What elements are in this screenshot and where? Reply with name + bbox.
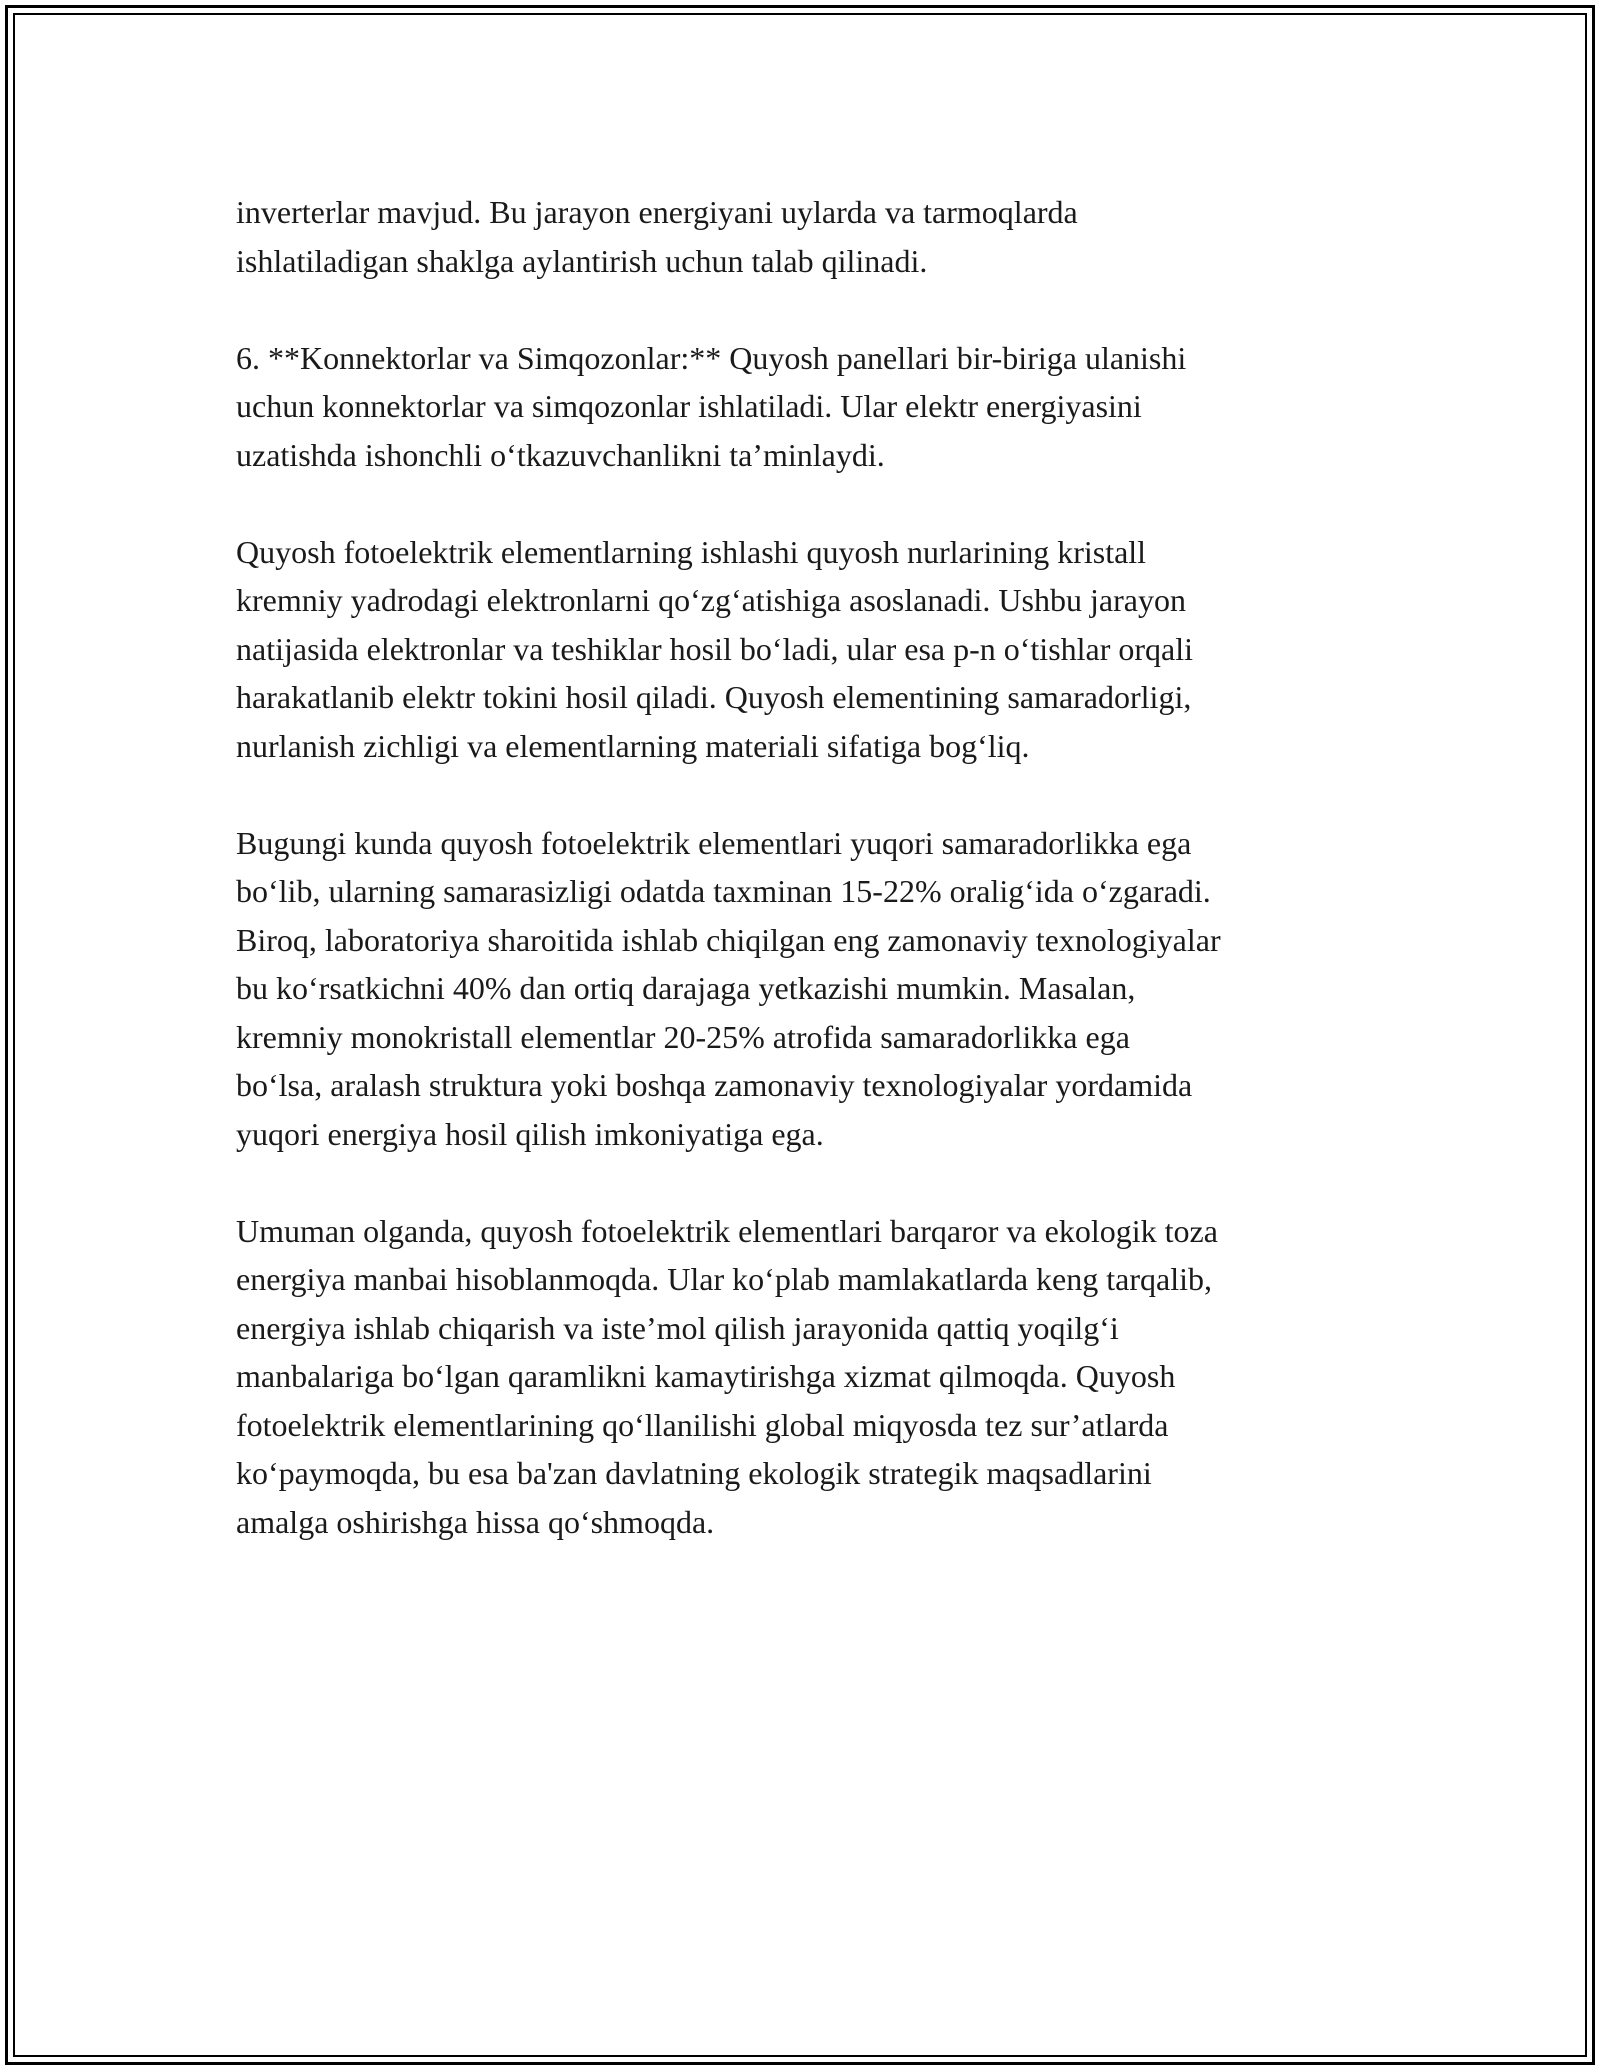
paragraph-working-principle: Quyosh fotoelektrik elementlarning ishlashi quyosh nurlarining kristall kremniy yadrodagi elektronlarni qo‘zg‘atishiga asoslanadi. Ushbu jarayon natijasida elektronlar va teshiklar hosil bo‘ladi, ular esa p-n o‘tishlar orqali harakatlanib elektr tokini hosil qiladi. Quyosh elementining samaradorligi, nurlanish zichligi va elementlarning materiali sifatiga bog‘liq. <box>236 533 1194 764</box>
paragraph-connectors: 6. **Konnektorlar va Simqozonlar:** Quyosh panellari bir-biriga ulanishi uchun konnektorlar va simqozonlar ishlatiladi. Ular elektr energiyasini uzatishda ishonchli o‘tkazuvchanlikni ta’minlaydi. <box>236 339 1187 473</box>
document-body <box>236 188 1416 1595</box>
paragraph-inverters: inverterlar mavjud. Bu jarayon energiyani uylarda va tarmoqlarda ishlatiladigan shaklga aylantirish uchun talab qilinadi. <box>236 194 1078 279</box>
paragraph-efficiency: Bugungi kunda quyosh fotoelektrik elementlari yuqori samaradorlikka ega bo‘lib, ularning samarasizligi odatda taxminan 15-22% oralig‘ida o‘zgaradi. Biroq, laboratoriya sharoitida ishlab chiqilgan eng zamonaviy texnologiyalar bu ko‘rsatkichni 40% dan ortiq darajaga yetkazishi mumkin. Masalan, kremniy monokristall elementlar 20-25% atrofida samaradorlikka ega bo‘lsa, aralash struktura yoki boshqa zamonaviy texnologiyalar yordamida yuqori energiya hosil qilish imkoniyatiga ega. <box>236 824 1221 1152</box>
paragraph-conclusion: Umuman olganda, quyosh fotoelektrik elementlari barqaror va ekologik toza energiya manbai hisoblanmoqda. Ular ko‘plab mamlakatlarda keng tarqalib, energiya ishlab chiqarish va iste’mol qilish jarayonida qattiq yoqilg‘i manbalariga bo‘lgan qaramlikni kamaytirishga xizmat qilmoqda. Quyosh fotoelektrik elementlarining qo‘llanilishi global miqyosda tez sur’atlarda ko‘paymoqda, bu esa ba'zan davlatning ekologik strategik maqsadlarini amalga oshirishga hissa qo‘shmoqda. <box>236 1212 1218 1540</box>
